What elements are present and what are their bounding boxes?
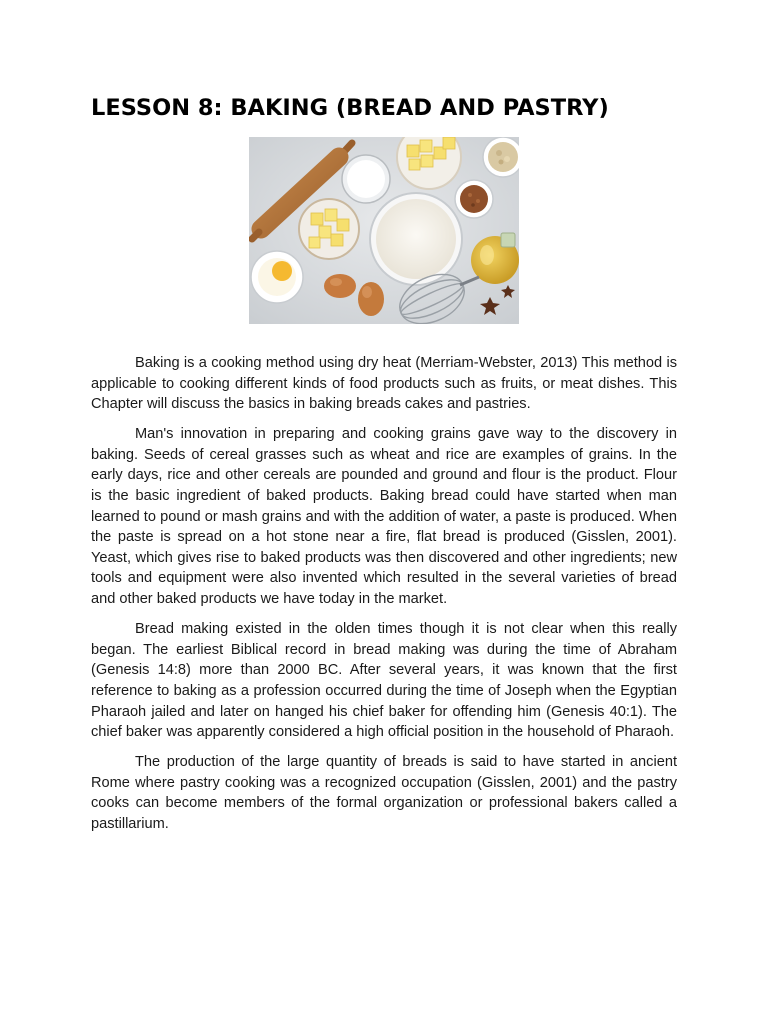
paragraph-intro: Baking is a cooking method using dry heat (Merriam-Webster, 2013) This method is applicable to cooking different kinds of food products such as fruits, or meat dishes. This Chapter will discuss the basics in baking breads cakes and pastries. xyxy=(91,355,677,413)
egg-yolk-bowl-icon xyxy=(251,251,303,303)
butter-plate-icon xyxy=(299,199,359,259)
oats-bowl-icon xyxy=(483,137,519,177)
flour-bowl-icon xyxy=(370,193,462,285)
butter-bowl-top-icon xyxy=(397,137,461,189)
lesson-title: LESSON 8: BAKING (BREAD AND PASTRY) xyxy=(91,95,609,121)
lesson-body xyxy=(91,353,677,844)
paragraph-ancient-rome: The production of the large quantity of breads is said to have started in ancient Rome where pastry cooking was a recognized occupation (Gisslen, 2001) and the pastry cooks can become members of the formal organization or professional bakers called a pastillarium. xyxy=(91,754,677,832)
baking-ingredients-photo xyxy=(249,137,519,324)
milk-glass-icon xyxy=(342,155,390,203)
paragraph-biblical-record: Bread making existed in the olden times though it is not clear when this really began. The earliest Biblical record in bread making was during the time of Abraham (Genesis 14:8) more than 2000 BC. After several years, it was known that the first reference to baking as a profession occurred during the time of Joseph when the Egyptian Pharaoh jailed and later on hanged his chief baker for offending him (Genesis 40:1). The chief baker was apparently considered a high official position in the household of Pharaoh. xyxy=(91,621,677,741)
seeds-bowl-icon xyxy=(455,180,493,218)
paragraph-history-grains: Man's innovation in preparing and cooking grains gave way to the discovery in baking. Seeds of cereal grasses such as wheat and rice are examples of grains. In the early days, rice and other cereals are pounded and ground and flour is the product. Flour is the basic ingredient of baked products. Baking bread could have started when man learned to pound or mash grains and with the addition of water, a paste is produced. When the paste is spread on a hot stone near a fire, flat bread is produced (Gisslen, 2001). Yeast, which gives rise to baked products was then discovered and other ingredients; new tools and equipment were also invented which resulted in the several varieties of bread and other baked products we have today in the market. xyxy=(91,426,677,608)
